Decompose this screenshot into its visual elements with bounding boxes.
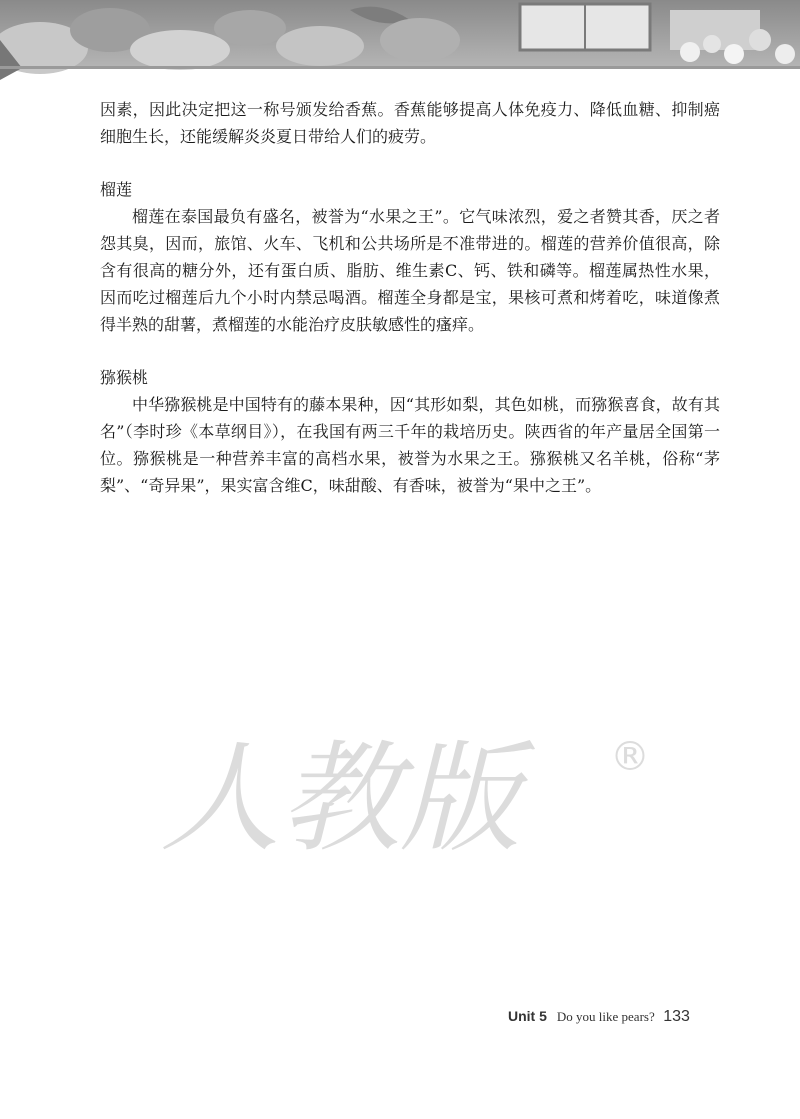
unit-label: Unit 5	[508, 1008, 547, 1024]
header-banner	[0, 0, 800, 80]
page-footer	[508, 1008, 748, 1032]
publisher-watermark	[140, 720, 660, 880]
article-body	[100, 96, 720, 499]
header-illustration	[0, 0, 800, 80]
section-paragraph: 榴莲在泰国最负有盛名，被誉为“水果之王”。它气味浓烈，爱之者赞其香，厌之者怨其臭，因而，旅馆、火车、飞机和公共场所是不准带进的。榴莲的营养价值很高，除含有很高的糖分外，还有蛋白质、脂肪、维生素C、钙、铁和磷等。榴莲属热性水果，因而吃过榴莲后九个小时内禁忌喝酒。榴莲全身都是宝，果核可煮和烤着吃，味道像煮得半熟的甜薯，煮榴莲的水能治疗皮肤敏感性的瘙痒。	[100, 207, 720, 334]
section-paragraph: 中华猕猴桃是中国特有的藤本果种，因“其形如梨，其色如桃，而猕猴喜食，故有其名”（李时珍《本草纲目》），在我国有两三千年的栽培历史。陕西省的年产量居全国第一位。猕猴桃是一种营养丰富的高档水果，被誉为水果之王。猕猴桃又名羊桃，俗称“茅梨”、“奇异果”，果实富含维C，味甜酸、有香味，被誉为“果中之王”。	[100, 395, 720, 495]
registered-mark: ®	[610, 734, 650, 780]
page-number: 133	[663, 1008, 690, 1025]
watermark-text: 人教版	[160, 730, 520, 869]
section-durian	[100, 176, 720, 338]
section-heading: 榴莲	[100, 180, 133, 199]
section-heading: 猕猴桃	[100, 368, 149, 387]
section-kiwi	[100, 364, 720, 499]
intro-paragraph: 因素，因此决定把这一称号颁发给香蕉。香蕉能够提高人体免疫力、降低血糖、抑制癌细胞生长，还能缓解炎炎夏日带给人们的疲劳。	[100, 100, 720, 146]
unit-title: Do you like pears?	[556, 1009, 655, 1024]
